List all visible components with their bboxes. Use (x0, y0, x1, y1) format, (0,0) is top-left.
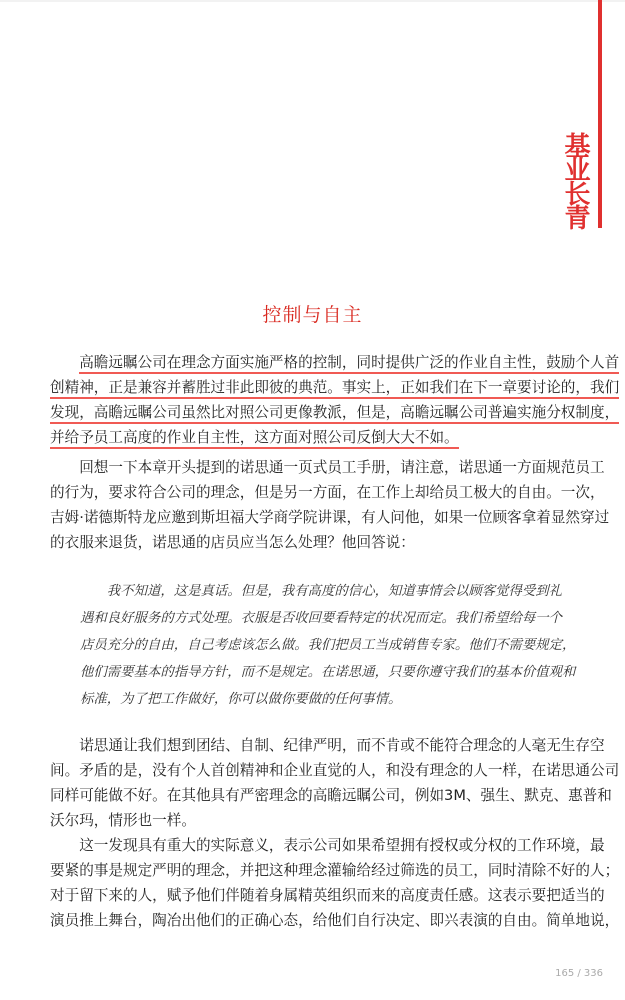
text-line[interactable] (50, 375, 620, 400)
highlight: 创精神，正是兼容并蓄胜过非此即彼的典范。事实上，正如我们在下一章要讨论的，我们 (50, 379, 619, 399)
book-title: 基业长青 (560, 132, 590, 228)
text-line[interactable]: 诺思通让我们想到团结、自制、纪律严明，而不肯或不能符合理念的人毫无生存空 (79, 737, 605, 754)
highlight: 高瞻远瞩公司在理念方面实施严格的控制，同时提供广泛的作业自主性，鼓励个人首 (79, 354, 619, 374)
bookmark-edge-line (598, 0, 602, 228)
block-quote (80, 578, 600, 713)
quote-line[interactable]: 他们需要基本的指导方针，而不是规定。在诺思通，只要你遵守我们的基本价值观和 (80, 665, 576, 680)
highlight: 并给予员工高度的作业自主性，这方面对照公司反倒大大不如。 (50, 429, 459, 449)
quote-line[interactable]: 标准，为了把工作做好，你可以做你要做的任何事情。 (80, 692, 402, 707)
paragraph-4 (50, 833, 620, 933)
paragraph-3 (50, 733, 620, 833)
text-line[interactable]: 吉姆·诺德斯特龙应邀到斯坦福大学商学院讲课，有人问他，如果一位顾客拿着显然穿过 (50, 509, 610, 526)
text-line[interactable]: 对于留下来的人，赋予他们伴随着身属精英组织而来的高度责任感。这表示要把适当的 (50, 887, 605, 904)
text-line[interactable]: 沃尔玛，情形也一样。 (50, 812, 196, 829)
text-line[interactable] (50, 350, 620, 375)
text-line[interactable]: 演员推上舞台，陶冶出他们的正确心态，给他们自行决定、即兴表演的自由。简单地说， (50, 912, 620, 929)
text-line[interactable] (50, 400, 620, 425)
page-number: 165 / 336 (555, 968, 603, 979)
quote-line[interactable]: 我不知道，这是真话。但是，我有高度的信心，知道事情会以顾客觉得受到礼 (106, 584, 563, 599)
paragraph-2 (50, 455, 610, 555)
text-line[interactable]: 要紧的事是规定严明的理念，并把这种理念灌输给经过筛选的员工，同时清除不好的人； (50, 862, 620, 879)
quote-line[interactable]: 遇和良好服务的方式处理。衣服是否收回要看特定的状况而定。我们希望给每一个 (80, 611, 563, 626)
text-line[interactable]: 这一发现具有重大的实际意义，表示公司如果希望拥有授权或分权的工作环境，最 (79, 837, 605, 854)
quote-line[interactable]: 店员充分的自由，自己考虑该怎么做。我们把员工当成销售专家。他们不需要规定， (80, 638, 576, 653)
highlight: 发现，高瞻远瞩公司虽然比对照公司更像教派，但是，高瞻远瞩公司普遍实施分权制度， (50, 404, 619, 424)
text-line[interactable]: 同样可能做不好。在其他具有严密理念的高瞻远瞩公司，例如3M、强生、默克、惠普和 (50, 787, 612, 804)
text-line[interactable]: 间。矛盾的是，没有个人首创精神和企业直觉的人，和没有理念的人一样，在诺思通公司 (50, 762, 620, 779)
paragraph-1 (50, 350, 620, 450)
text-line[interactable] (50, 425, 605, 450)
text-line[interactable]: 的衣服来退货，诺思通的店员应当怎么处理？他回答说： (50, 534, 415, 551)
top-rule (0, 0, 625, 2)
text-line[interactable]: 回想一下本章开头提到的诺思通一页式员工手册，请注意，诺思通一方面规范员工 (79, 459, 605, 476)
section-title: 控制与自主 (262, 304, 363, 326)
text-line[interactable]: 的行为，要求符合公司的理念，但是另一方面，在工作上却给员工极大的自由。一次， (50, 484, 605, 501)
